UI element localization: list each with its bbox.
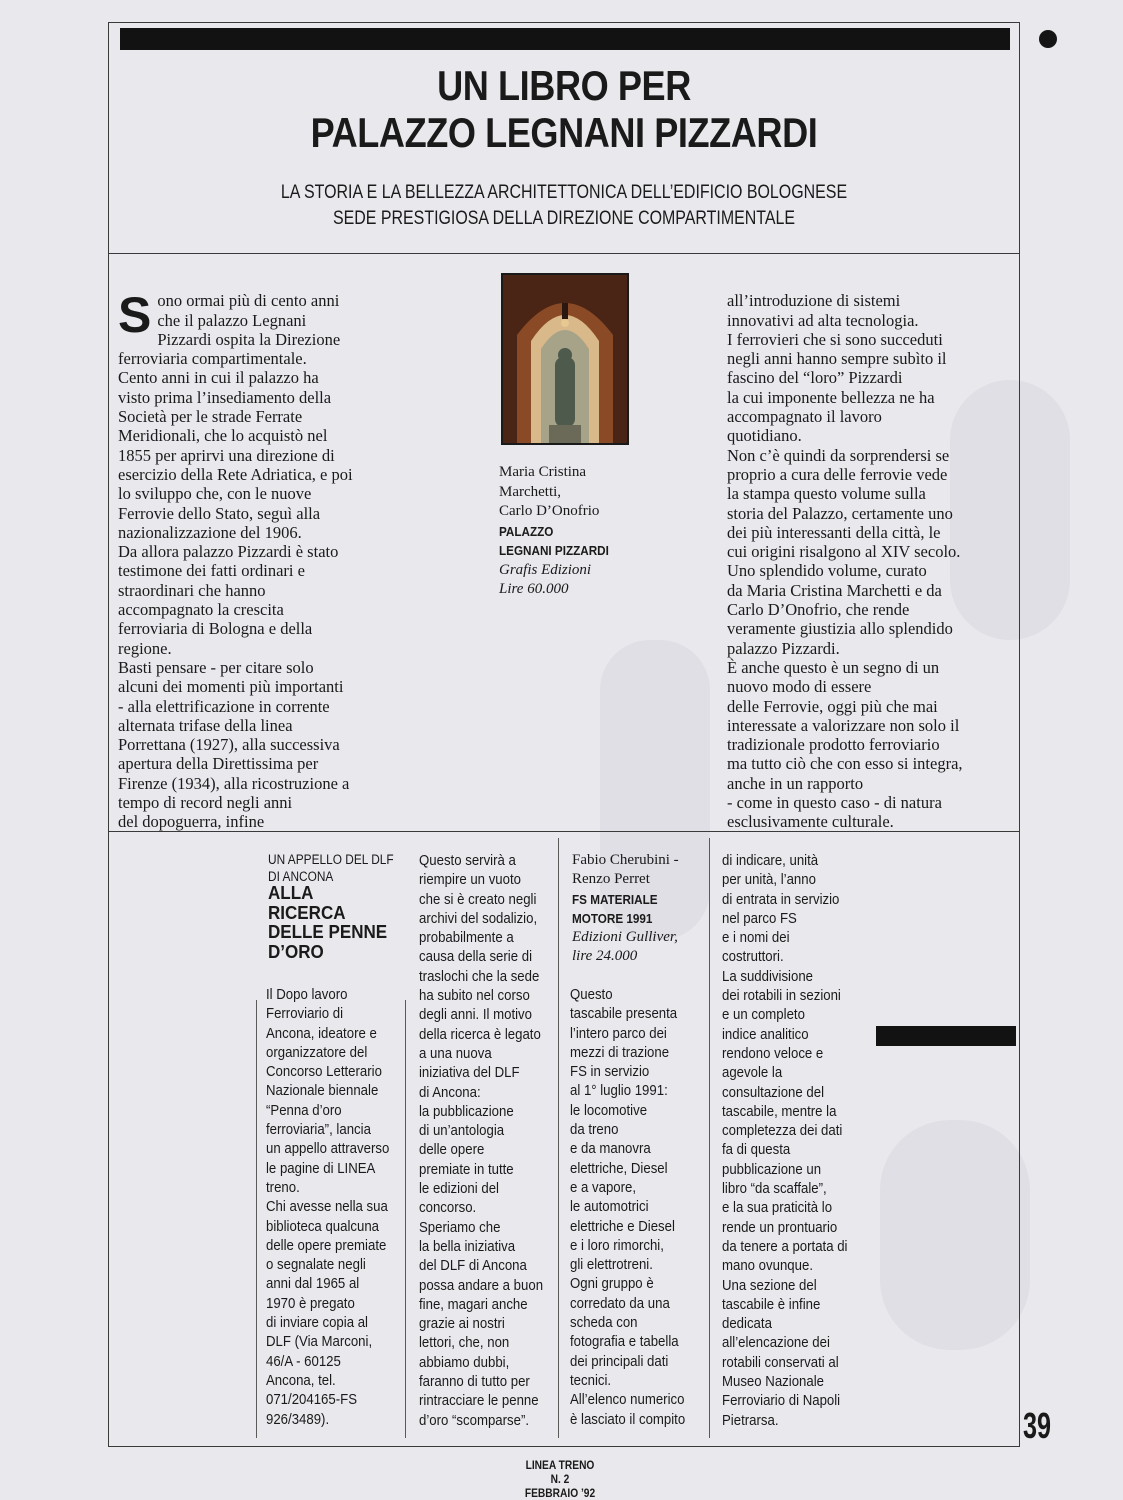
book2-caption: [572, 851, 712, 967]
book1-price: Lire 60.000: [499, 581, 569, 597]
book2-authors-line-1: Fabio Cherubini -: [572, 852, 679, 868]
drop-cap: S: [118, 287, 152, 344]
book1-publisher: Grafis Edizioni: [499, 561, 592, 578]
title-line-1: UN LIBRO PER: [437, 62, 691, 109]
title-line-2: PALAZZO LEGNANI PIZZARDI: [310, 109, 818, 156]
column-rule: [405, 1000, 406, 1438]
section-black-bar: [876, 1026, 1016, 1046]
divider-header: [108, 253, 1020, 254]
subtitle-line-1: LA STORIA E LA BELLEZZA ARCHITETTONICA DELL’EDIFICIO BOLOGNESE: [280, 182, 848, 203]
article-column-1-text: ono ormai più di cento anni che il palazzo Legnani Pizzardi ospita la Direzione ferroviaria compartimentale. Cento anni in cui il palazzo ha visto prima l’insediamento della Società per le strade Ferrate Meridionali, che lo acquistò nel 1855 per aprirvi una direzione di esercizio della Rete Adriatica, e poi lo sviluppo che, con le nuove Ferrovie dello Stato, seguì alla nazionalizzazione del 1906. Da allora palazzo Pizzardi è stato testimone dei fatti ordinari e straordinari che hanno accompagnato la crescita ferroviaria di Bologna e della regione. Basti pensare - per citare solo alcuni dei momenti più importanti - alla elettrificazione in corrente alternata trifase della linea Porrettana (1927), alla successiva apertura della Direttissima per Firenze (1934), alla ricostruzione a tempo di record negli anni del dopoguerra, infine: [118, 291, 353, 832]
book2-publisher: Edizioni Gulliver,: [572, 929, 678, 946]
article-column-3-text: all’introduzione di sistemi innovativi ad alta tecnologia. I ferrovieri che si sono succeduti negli anni hanno sempre subìto il fascino del “loro” Pizzardi la cui imponente bellezza ne ha accompagnato il lavoro quotidiano. Non c’è quindi da sorprendersi se proprio a cura delle ferrovie vede la stampa questo volume sulla storia del Palazzo, certamente uno dei più interessanti della città, le cui origini risalgono al XIV secolo. Uno splendido volume, curato da Maria Cristina Marchetti e da Carlo D’Onofrio, che rende veramente giustizia allo splendido palazzo Pizzardi. È anche questo è un segno di un nuovo modo di essere delle Ferrovie, oggi più che mai interessate a valorizzare non solo il tradizionale prodotto ferroviario ma tutto ciò che con esso si integra, anche in un rapporto - come in questo caso - di natura esclusivamente culturale.: [727, 291, 963, 832]
book1-title-line-2: LEGNANI PIZZARDI: [499, 543, 609, 558]
book-cover-photo: [501, 273, 629, 445]
book2-authors-line-2: Renzo Perret: [572, 871, 650, 888]
book2-title-line-2: MOTORE 1991: [572, 910, 653, 926]
article-column-3: [727, 272, 1017, 832]
page-subtitle: [181, 180, 947, 232]
appeal-headline: ALLA RICERCA DELLE PENNE D’ORO: [268, 882, 388, 962]
book1-title-line-1: PALAZZO: [499, 523, 554, 539]
book1-author-line-1: Maria Cristina: [499, 464, 587, 480]
footer-issue: N. 2: [550, 1472, 570, 1486]
page-title: [172, 62, 956, 156]
book2-price: lire 24.000: [572, 948, 638, 965]
appeal-column-1: Il Dopo lavoro Ferroviario di Ancona, ideatore e organizzatore del Concorso Letterario Nazionale biennale “Penna d’oro ferroviaria”, lancia un appello attraverso le pagine di LINEA treno. Chi avesse nella sua biblioteca qualcuna delle opere premiate o segnalate negli anni dal 1965 al 1970 è pregato di inviare copia al DLF (Via Marconi, 46/A - 60125 Ancona, tel. 071/204165-FS 926/3489).: [266, 986, 390, 1428]
appeal-column-2: Questo servirà a riempire un vuoto che si è creato negli archivi del sodalizio, probabilmente a causa della serie di traslochi che la sede ha subito nel corso degli anni. Il motivo della ricerca è legato a una nuova iniziativa del DLF di Ancona: la pubblicazione di un’antologia delle opere premiate in tutte le edizioni del concorso. Speriamo che la bella iniziativa del DLF di Ancona possa andare a buon fine, magari anche grazie ai nostri lettori, che, non abbiamo dubbi, faranno di tutto per rintracciare le penne d’oro “scomparse”.: [419, 852, 544, 1429]
book1-author-line-2: Marchetti,: [499, 483, 562, 500]
article-column-1: [118, 272, 418, 832]
page-number: 39: [1023, 1405, 1052, 1446]
page-footer: [501, 1458, 620, 1500]
column-rule: [256, 1000, 257, 1438]
subtitle-line-2: SEDE PRESTIGIOSA DELLA DIREZIONE COMPARTIMENTALE: [332, 208, 796, 229]
bullet-dot: [1039, 30, 1057, 48]
book2-title-line-1: FS MATERIALE: [572, 891, 658, 907]
book1-caption: [499, 463, 634, 600]
footer-date: FEBBRAIO ’92: [524, 1486, 596, 1500]
footer-magazine: LINEA TRENO: [525, 1458, 595, 1472]
book2-body-column-1: Questo tascabile presenta l’intero parco dei mezzi di trazione FS in servizio al 1° luglio 1991: le locomotive da treno e da manovra elettriche, Diesel e a vapore, le automotrici elettriche e Diesel e i loro rimorchi, gli elettrotreni. Ogni gruppo è corredato da una scheda con fotografia e tabella dei principali dati tecnici. All’elenco numerico è lasciato il compito: [570, 986, 686, 1428]
book1-author-line-3: Carlo D’Onofrio: [499, 503, 600, 519]
appeal-kicker: UN APPELLO DEL DLF DI ANCONA: [268, 852, 394, 884]
book2-body-column-2: di indicare, unità per unità, l’anno di entrata in servizio nel parco FS e i nomi dei costruttori. La suddivisione dei rotabili in sezioni e un completo indice analitico rendono veloce e agevole la consultazione del tascabile, mentre la completezza dei dati fa di questa pubblicazione un libro “da scaffale”, e la sua praticità lo rende un prontuario da tenere a portata di mano ovunque. Una sezione del tascabile è infine dedicata all’elencazione dei rotabili conservati al Museo Nazionale Ferroviario di Napoli Pietrarsa.: [722, 852, 848, 1429]
column-rule: [558, 838, 559, 1438]
palazzo-arch-image: [503, 275, 627, 443]
